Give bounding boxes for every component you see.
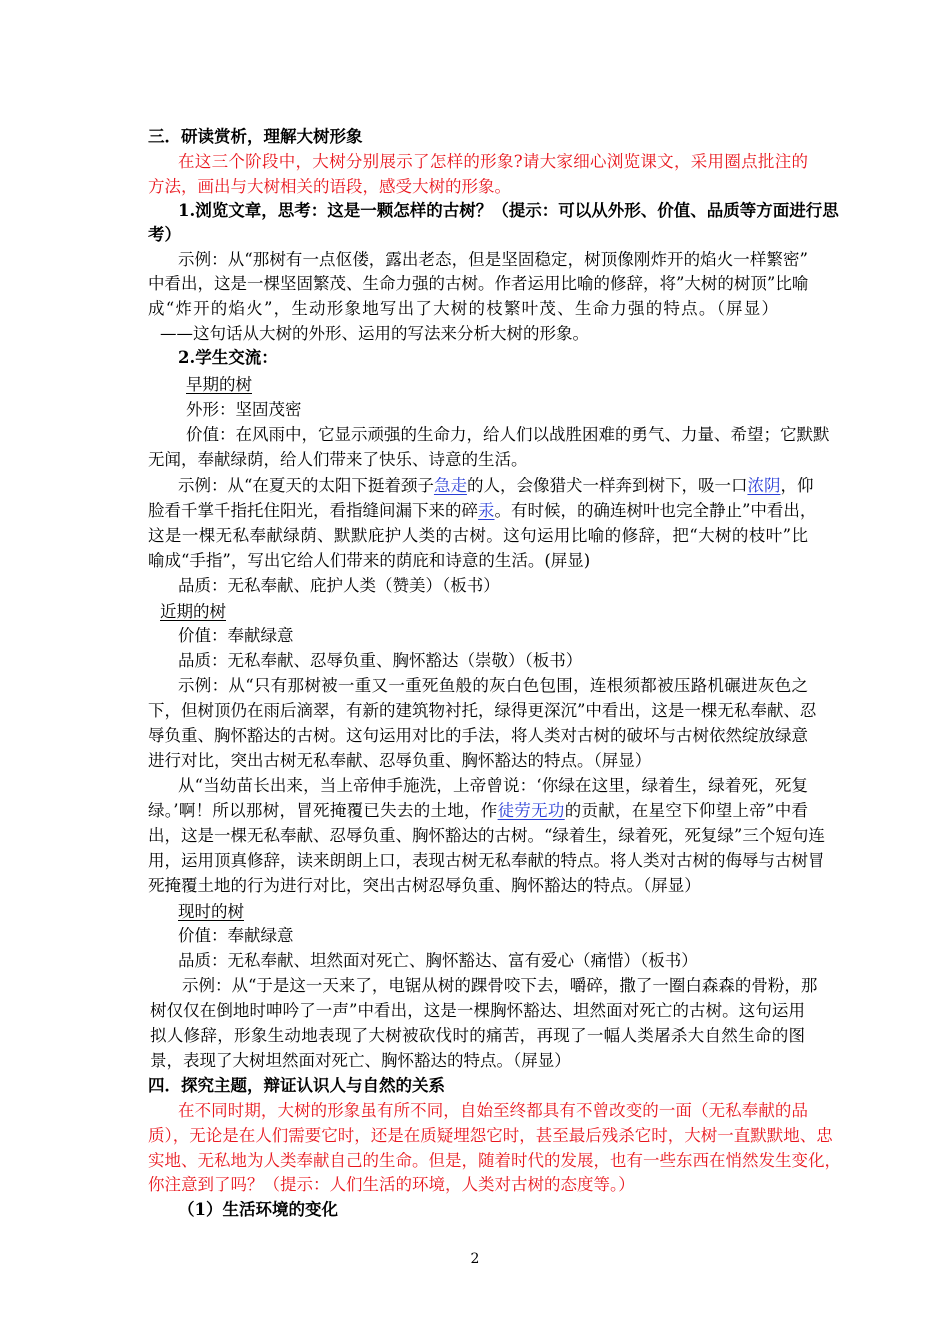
- text-line: [178, 949, 698, 973]
- text-line: [178, 674, 808, 698]
- text-line: [148, 524, 808, 548]
- text-span: 品质：无私奉献、忍辱负重、胸怀豁达（崇敬）（板书）: [178, 651, 583, 670]
- text-line: [150, 1024, 805, 1048]
- text-line: [148, 1173, 635, 1197]
- text-line: [148, 849, 825, 873]
- text-line: [178, 1099, 808, 1123]
- text-line: [150, 1049, 571, 1073]
- text-line: [148, 223, 181, 247]
- hyperlink[interactable]: 急走: [433, 476, 467, 495]
- text-span: 辱负重、胸怀豁达的古树。这句运用对比的手法，将人类对古树的破坏与古树依然绽放绿意: [148, 726, 808, 745]
- text-span: 你注意到了吗？（提示：人们生活的环境，人类对古树的态度等。）: [148, 1175, 635, 1194]
- text-line: [186, 398, 302, 422]
- text-span: 示例：从“在夏天的太阳下挺着颈子: [178, 476, 434, 495]
- text-span: 实地、无私地为人类奉献自己的生命。但是，随着时代的发展，也有一些东西在悄然发生变化，: [148, 1151, 841, 1170]
- text-line: [150, 999, 805, 1023]
- text-span: 近期的树: [160, 602, 226, 621]
- text-line: [178, 474, 814, 498]
- text-line: [178, 248, 808, 272]
- text-line: [178, 1198, 338, 1222]
- text-span: 成“炸开的焰火”，生动形象地写出了大树的枝繁叶茂、生命力强的特点。（屏显）: [148, 299, 778, 318]
- text-span: 示例：从“只有那树被一重又一重死鱼般的灰白色包围，连根须都被压路机碾进灰色之: [178, 676, 808, 695]
- text-line: [148, 699, 817, 723]
- text-span: 现时的树: [178, 902, 244, 921]
- text-line: [148, 749, 651, 773]
- text-span: 考）: [148, 225, 181, 244]
- text-line: [182, 974, 818, 998]
- text-line: [148, 1149, 841, 1173]
- text-span: 脸看千掌千指托住阳光，看指缝间漏下来的碎: [148, 501, 478, 520]
- text-line: [148, 824, 825, 848]
- text-span: 品质：无私奉献、庇护人类（赞美）（板书）: [178, 576, 500, 595]
- hyperlink[interactable]: 浓阴: [747, 476, 781, 495]
- text-span: 方法，画出与大树相关的语段，感受大树的形象。: [148, 177, 511, 196]
- text-line: [178, 150, 808, 174]
- text-span: 死掩覆土地的行为进行对比，突出古树忍辱负重、胸怀豁达的特点。（屏显）: [148, 876, 701, 895]
- text-span: 喻成“手指”，写出它给人们带来的荫庇和诗意的生活。(屏显): [148, 551, 591, 570]
- page-number: 2: [470, 1251, 480, 1267]
- text-line: [148, 874, 701, 898]
- text-line: [148, 1074, 445, 1098]
- text-line: [148, 1124, 833, 1148]
- text-line: [148, 499, 817, 523]
- text-line: [148, 549, 590, 573]
- text-line: [178, 649, 582, 673]
- hyperlink[interactable]: 汞: [478, 501, 495, 520]
- text-line: [148, 724, 808, 748]
- text-span: 的贡献，在星空下仰望上帝”中看: [564, 801, 809, 820]
- text-line: [186, 423, 830, 447]
- text-line: [178, 900, 244, 924]
- text-span: 无闻，奉献绿荫，给人们带来了快乐、诗意的生活。: [148, 450, 528, 469]
- text-span: 用，运用顶真修辞，读来朗朗上口，表现古树无私奉献的特点。将人类对古树的侮辱与古树冒: [148, 851, 825, 870]
- text-span: 质），无论是在人们需要它时，还是在质疑埋怨它时，甚至最后残杀它时，大树一直默默地、忠: [148, 1126, 833, 1145]
- text-span: 从“当幼苗长出来，当上帝伸手施洗，上帝曾说：‘你绿在这里，绿着生，绿着死，死复: [178, 776, 808, 795]
- text-span: ，仰: [780, 476, 814, 495]
- text-span: 在这三个阶段中，大树分别展示了怎样的形象?请大家细心浏览课文，采用圈点批注的: [178, 152, 808, 171]
- text-span: 早期的树: [186, 375, 252, 394]
- text-span: 进行对比，突出古树无私奉献、忍辱负重、胸怀豁达的特点。（屏显）: [148, 751, 652, 770]
- text-line: [160, 600, 226, 624]
- text-line: [186, 373, 252, 397]
- text-span: 在不同时期，大树的形象虽有所不同，自始至终都具有不曾改变的一面（无私奉献的品: [178, 1101, 808, 1120]
- text-line: [160, 322, 589, 346]
- text-span: 这是一棵无私奉献绿荫、默默庇护人类的古树。这句运用比喻的修辞，把“大树的枝叶”比: [148, 526, 808, 545]
- text-span: 的人，会像猎犬一样奔到树下，吸一口: [466, 476, 748, 495]
- text-span: 树仅仅在倒地时呻吟了一声”中看出，这是一棵胸怀豁达、坦然面对死亡的古树。这句运用: [150, 1001, 805, 1020]
- text-line: [178, 624, 294, 648]
- text-line: [178, 774, 808, 798]
- text-span: 价值：在风雨中，它显示顽强的生命力，给人们以战胜困难的勇气、力量、希望；它默默: [186, 425, 830, 444]
- text-line: [148, 272, 808, 296]
- text-span: 。有时候，的确连树叶也完全静止”中看出，: [494, 501, 817, 520]
- text-line: [148, 799, 808, 823]
- text-line: [178, 924, 294, 948]
- text-line: [178, 199, 839, 223]
- text-span: 中看出，这是一棵坚固繁茂、生命力强的古树。作者运用比喻的修辞，将”大树的树顶”比喻: [148, 274, 809, 293]
- text-span: 三．研读赏析，理解大树形象: [148, 127, 363, 146]
- text-span: 外形：坚固茂密: [186, 400, 302, 419]
- text-line: [148, 448, 528, 472]
- text-span: 下，但树顶仍在雨后滴翠，有新的建筑物衬托，绿得更深沉”中看出，这是一棵无私奉献、忍: [148, 701, 817, 720]
- text-span: 绿。’啊！所以那树，冒死掩覆已失去的土地，作: [148, 801, 498, 820]
- text-span: 示例：从“于是这一天来了，电锯从树的踝骨咬下去，嚼碎，撒了一圈白森森的骨粉，那: [182, 976, 818, 995]
- text-span: 价值：奉献绿意: [178, 926, 294, 945]
- text-line: [148, 125, 363, 149]
- text-span: 2.学生交流：: [178, 348, 278, 367]
- hyperlink[interactable]: 徒劳无功: [497, 801, 565, 820]
- text-line: [178, 574, 500, 598]
- text-line: [178, 346, 278, 370]
- text-span: 拟人修辞，形象生动地表现了大树被砍伐时的痛苦，再现了一幅人类屠杀大自然生命的图: [150, 1026, 805, 1045]
- text-span: （1）生活环境的变化: [178, 1200, 338, 1219]
- text-span: 出，这是一棵无私奉献、忍辱负重、胸怀豁达的古树。“绿着生，绿着死，死复绿”三个短句连: [148, 826, 825, 845]
- text-span: 品质：无私奉献、坦然面对死亡、胸怀豁达、富有爱心（痛惜）（板书）: [178, 951, 698, 970]
- text-span: 1.浏览文章，思考：这是一颗怎样的古树？（提示：可以从外形、价值、品质等方面进行思: [178, 201, 839, 220]
- text-line: [148, 297, 778, 321]
- text-span: ——这句话从大树的外形、运用的写法来分析大树的形象。: [160, 324, 589, 343]
- text-span: 四．探究主题，辩证认识人与自然的关系: [148, 1076, 445, 1095]
- text-span: 景，表现了大树坦然面对死亡、胸怀豁达的特点。（屏显）: [150, 1051, 571, 1070]
- text-span: 价值：奉献绿意: [178, 626, 294, 645]
- text-span: 示例：从“那树有一点伛偻，露出老态，但是坚固稳定，树顶像刚炸开的焰火一样繁密”: [178, 250, 808, 269]
- text-line: [148, 175, 511, 199]
